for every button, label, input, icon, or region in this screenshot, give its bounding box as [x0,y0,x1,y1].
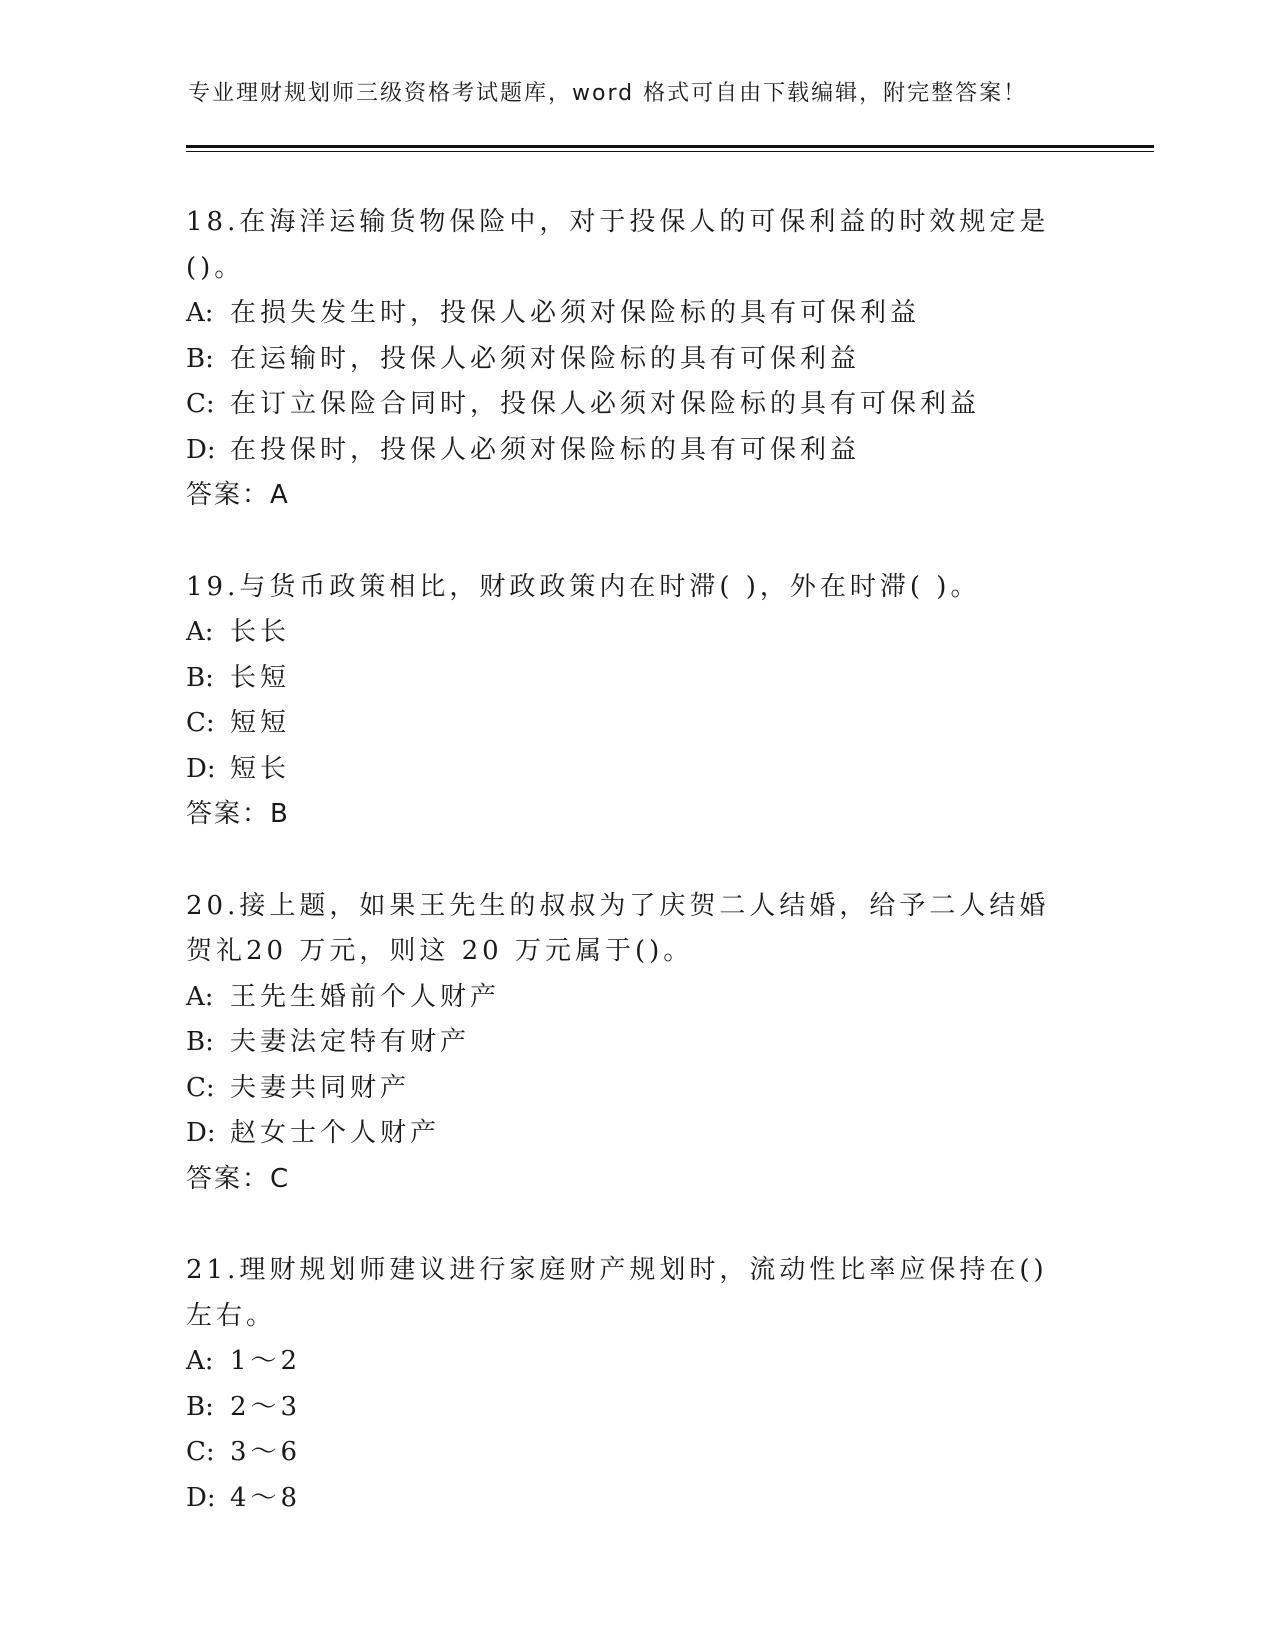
option-b [186,1020,1106,1066]
option-text: 短短 [230,708,291,738]
option-letter: B: [186,1391,214,1422]
option-text: 在投保时，投保人必须对保险标的具有可保利益 [230,434,861,465]
answer-label: 答案：A [186,480,290,510]
option-letter: D: [186,1118,216,1148]
question-21 [186,1248,1106,1521]
option-a [186,291,1106,337]
option-a [186,1339,1106,1385]
question-stem: 21.理财规划师建议进行家庭财产规划时，流动性比率应保持在()左右。 [186,1255,1048,1331]
question-20 [186,884,1106,1203]
question-18 [186,200,1106,519]
question-stem: 19.与货币政策相比，财政政策内在时滞( )，外在时滞( )。 [186,571,981,602]
option-d [186,1111,1106,1157]
option-b [186,1385,1106,1431]
option-letter: A: [186,981,214,1012]
option-c [186,1066,1106,1112]
question-stem: 18.在海洋运输货物保险中，对于投保人的可保利益的时效规定是()。 [186,207,1050,283]
option-text: 长短 [230,662,291,693]
option-text: 2～3 [230,1391,302,1422]
option-text: 在运输时，投保人必须对保险标的具有可保利益 [230,343,861,374]
option-text: 4～8 [230,1482,302,1513]
option-c [186,1430,1106,1476]
option-b [186,337,1106,383]
page-header-text: 专业理财规划师三级资格考试题库，word 格式可自由下载编辑，附完整答案！ [188,81,1028,106]
option-letter: D: [186,434,216,465]
option-letter: B: [186,662,214,693]
option-d [186,428,1106,474]
option-text: 1～2 [230,1346,302,1376]
header-rule-thick [186,145,1154,148]
option-text: 在损失发生时，投保人必须对保险标的具有可保利益 [230,298,921,328]
answer-label: 答案：B [186,799,290,829]
option-d [186,1476,1106,1522]
option-text: 在订立保险合同时，投保人必须对保险标的具有可保利益 [230,389,981,419]
answer-label: 答案：C [186,1163,291,1194]
option-letter: D: [186,1482,216,1513]
option-text: 3～6 [230,1437,302,1467]
option-text: 短长 [230,753,291,784]
question-stem: 20.接上题，如果王先生的叔叔为了庆贺二人结婚，给予二人结婚贺礼20 万元，则这 20 万元属于()。 [186,890,1050,966]
option-a [186,610,1106,656]
option-letter: A: [186,298,214,328]
option-letter: C: [186,1072,215,1103]
option-text: 夫妻法定特有财产 [230,1027,471,1057]
option-b [186,656,1106,702]
option-letter: B: [186,343,214,374]
header-rule-thin [186,151,1154,152]
option-letter: A: [186,617,214,647]
option-c [186,382,1106,428]
question-list [186,200,1106,1567]
question-19 [186,565,1106,838]
option-d [186,747,1106,793]
option-letter: C: [186,708,215,738]
option-text: 赵女士个人财产 [230,1118,441,1148]
option-letter: C: [186,389,215,419]
option-text: 夫妻共同财产 [230,1072,411,1103]
option-a [186,975,1106,1021]
option-c [186,701,1106,747]
option-text: 长长 [230,617,291,647]
option-text: 王先生婚前个人财产 [230,981,501,1012]
option-letter: A: [186,1346,214,1376]
option-letter: D: [186,753,216,784]
option-letter: B: [186,1027,214,1057]
option-letter: C: [186,1437,215,1467]
